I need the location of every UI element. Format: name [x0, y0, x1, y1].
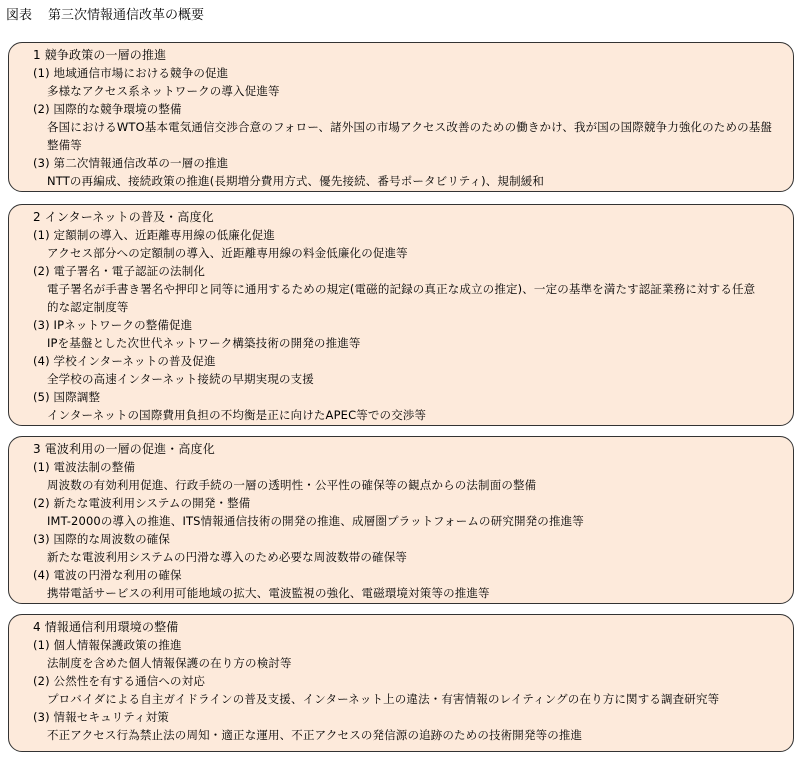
- item-body: 各国におけるWTO基本電気通信交渉合意のフォロー、諸外国の市場アクセス改善のための働きかけ、我が国の国際競争力強化のための基盤: [47, 120, 773, 134]
- item-title: (4) 学校インターネットの普及促進: [33, 354, 216, 368]
- section-box-3: [8, 436, 794, 604]
- item-body: NTTの再編成、接続政策の推進(長期増分費用方式、優先接続、番号ポータビリティ)、規制緩和: [47, 174, 545, 188]
- item-title: (3) 第二次情報通信改革の一層の推進: [33, 156, 229, 170]
- item-title: (5) 国際調整: [33, 390, 101, 404]
- item-title: (1) 電波法制の整備: [33, 460, 136, 474]
- item-body: IMT-2000の導入の推進、ITS情報通信技術の開発の推進、成層圏プラットフォームの研究開発の推進等: [47, 514, 584, 528]
- section-heading: 3 電波利用の一層の促進・高度化: [33, 442, 215, 456]
- item-title: (3) 情報セキュリティ対策: [33, 710, 169, 724]
- section-heading: 1 競争政策の一層の推進: [33, 48, 167, 62]
- item-title: (3) IPネットワークの整備促進: [33, 318, 193, 332]
- item-body: 整備等: [47, 138, 82, 152]
- item-title: (1) 地域通信市場における競争の促進: [33, 66, 229, 80]
- item-body: 電子署名が手書き署名や押印と同等に通用するための規定(電磁的記録の真正な成立の推定)、一定の基準を満たす認証業務に対する任意: [47, 282, 756, 296]
- item-body: 新たな電波利用システムの円滑な導入のため必要な周波数帯の確保等: [47, 550, 407, 564]
- item-body: 携帯電話サービスの利用可能地域の拡大、電波監視の強化、電磁環境対策等の推進等: [47, 586, 490, 600]
- item-title: (2) 新たな電波利用システムの開発・整備: [33, 496, 251, 510]
- section-heading: 4 情報通信利用環境の整備: [33, 620, 179, 634]
- item-title: (2) 公然性を有する通信への対応: [33, 674, 205, 688]
- item-title: (2) 国際的な競争環境の整備: [33, 102, 182, 116]
- figure-title: [6, 6, 204, 26]
- item-body: IPを基盤とした次世代ネットワーク構築技術の開発の推進等: [47, 336, 361, 350]
- item-title: (1) 定額制の導入、近距離専用線の低廉化促進: [33, 228, 275, 242]
- item-title: (4) 電波の円滑な利用の確保: [33, 568, 182, 582]
- section-box-1: [8, 42, 794, 192]
- item-body: 的な認定制度等: [47, 300, 129, 314]
- item-title: (1) 個人情報保護政策の推進: [33, 638, 182, 652]
- section-heading: 2 インターネットの普及・高度化: [33, 210, 214, 224]
- section-box-4: [8, 614, 794, 752]
- item-body: プロバイダによる自主ガイドラインの普及支援、インターネット上の違法・有害情報のレイティングの在り方に関する調査研究等: [47, 692, 720, 706]
- item-body: 全学校の高速インターネット接続の早期実現の支援: [47, 372, 314, 386]
- figure-label: 図表: [6, 8, 33, 23]
- item-body: アクセス部分への定額制の導入、近距離専用線の料金低廉化の促進等: [47, 246, 408, 260]
- figure-title-text: 第三次情報通信改革の概要: [48, 8, 205, 23]
- item-body: 周波数の有効利用促進、行政手続の一層の透明性・公平性の確保等の観点からの法制面の整備: [47, 478, 537, 492]
- item-body: 多様なアクセス系ネットワークの導入促進等: [47, 84, 280, 98]
- item-body: インターネットの国際費用負担の不均衡是正に向けたAPEC等での交渉等: [47, 408, 427, 422]
- section-box-2: [8, 204, 794, 426]
- item-body: 不正アクセス行為禁止法の周知・適正な運用、不正アクセスの発信源の追跡のための技術開発等の推進: [47, 728, 583, 742]
- item-title: (3) 国際的な周波数の確保: [33, 532, 171, 546]
- item-title: (2) 電子署名・電子認証の法制化: [33, 264, 205, 278]
- item-body: 法制度を含めた個人情報保護の在り方の検討等: [47, 656, 292, 670]
